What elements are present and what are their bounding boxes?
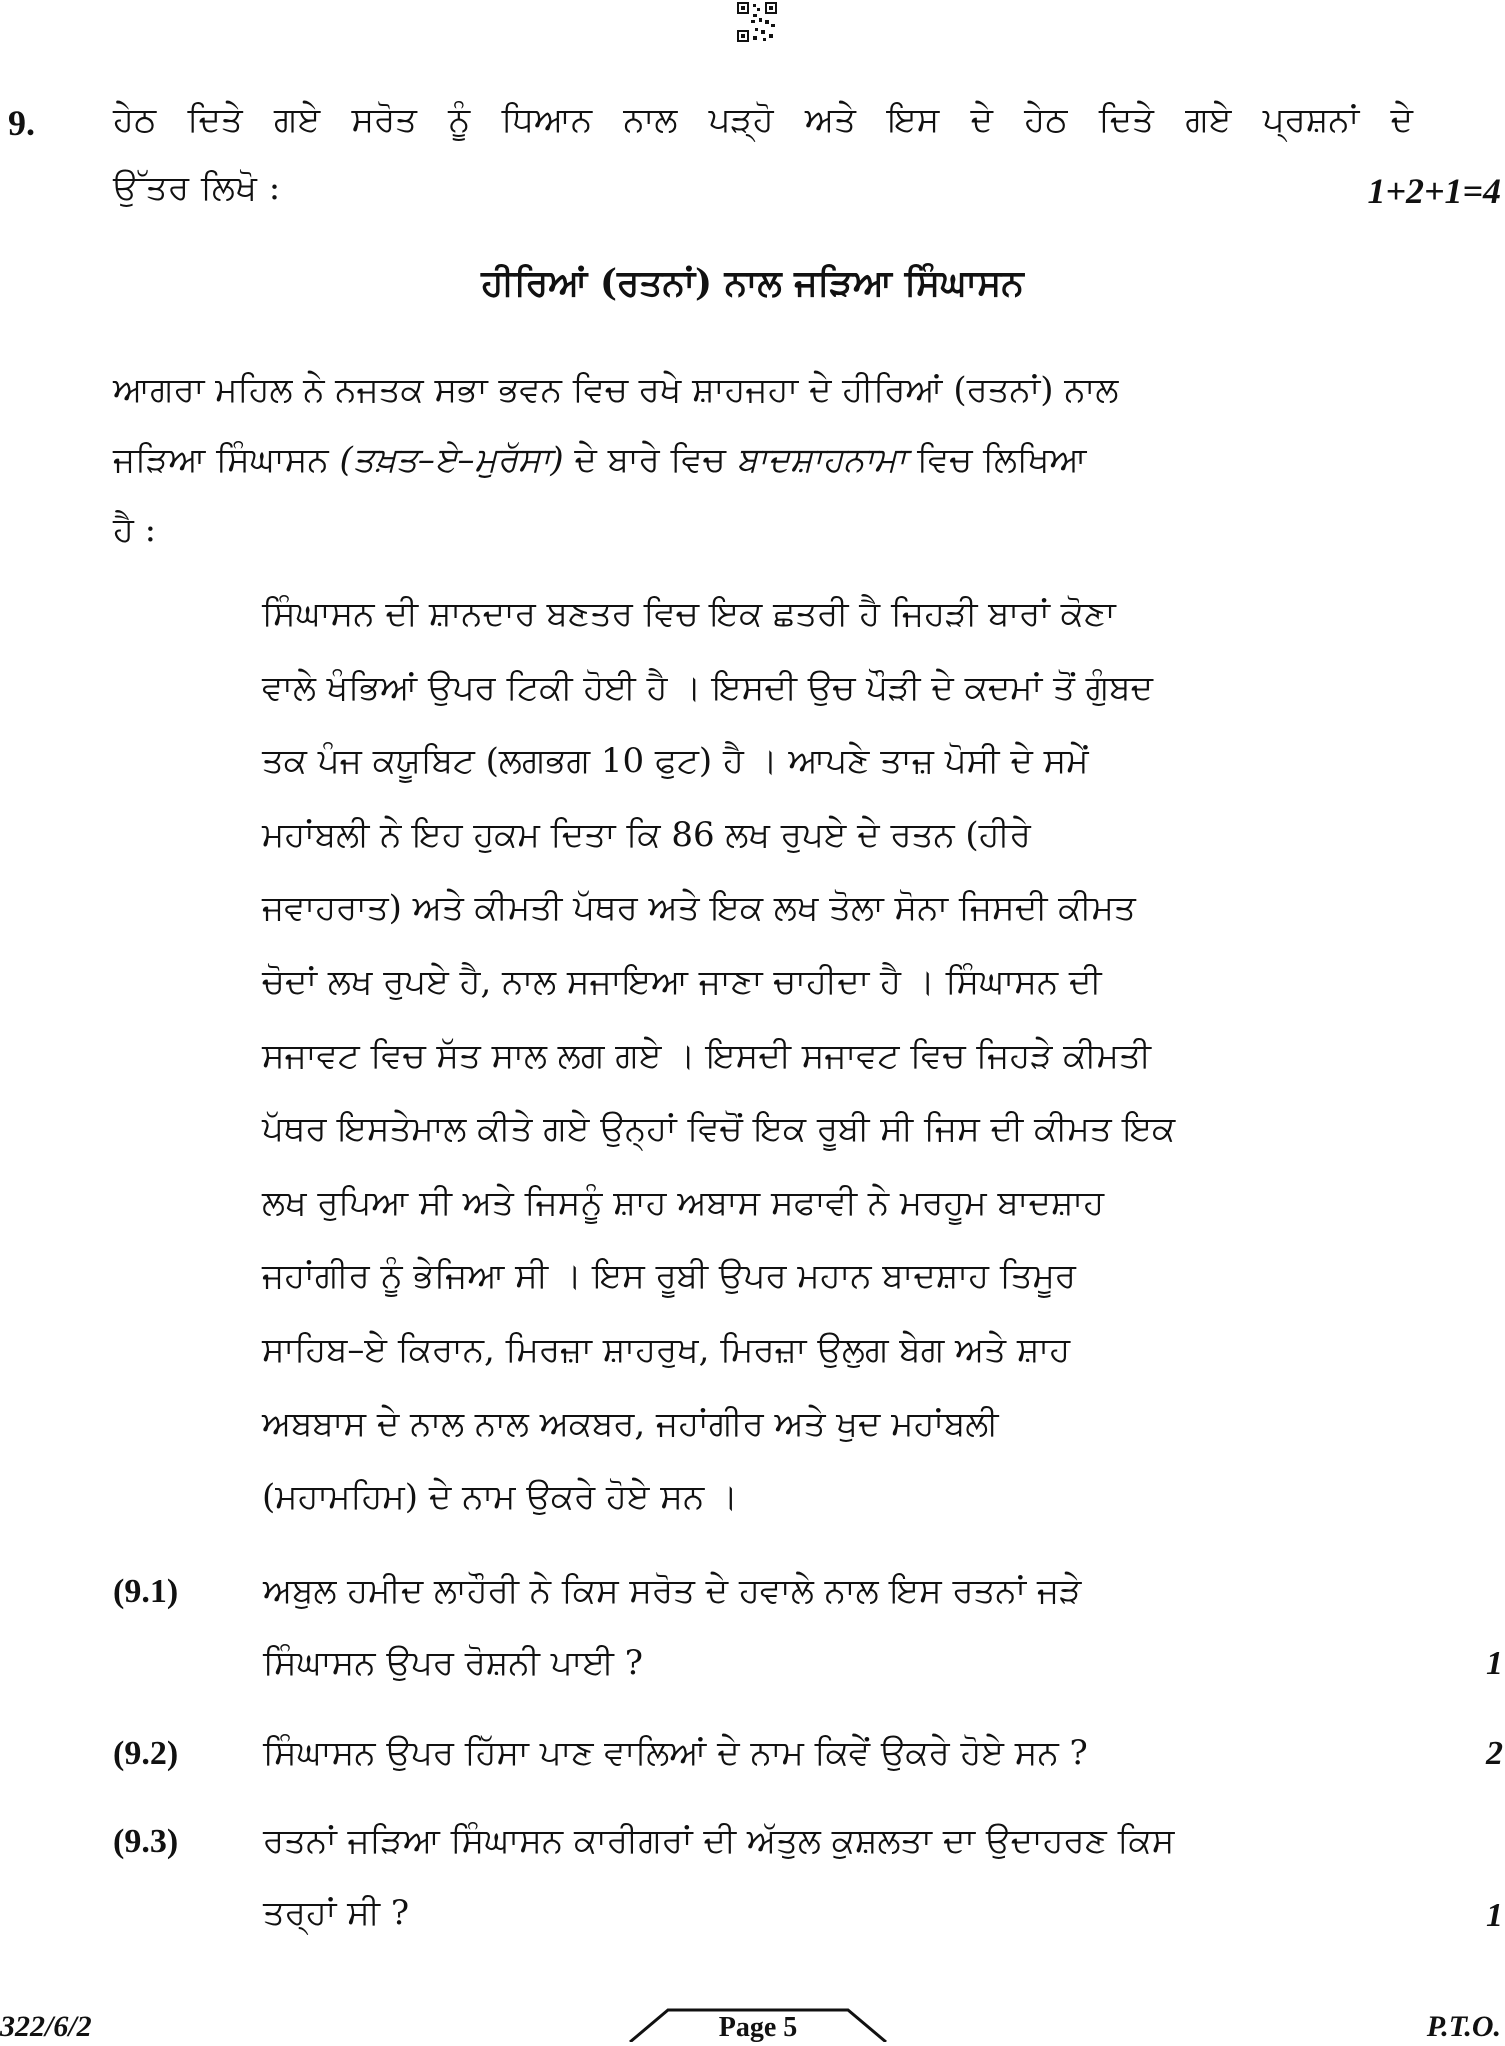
source-line: ਪੱਥਰ ਇਸਤੇਮਾਲ ਕੀਤੇ ਗਏ ਉਨ੍ਹਾਂ ਵਿਚੋਂ ਇਕ ਰੂਬੀ ਸੀ ਜਿਸ ਦੀ ਕੀਮਤ ਇਕ — [262, 1109, 1176, 1150]
sub-question-line: ਰਤਨਾਂ ਜੜਿਆ ਸਿੰਘਾਸਨ ਕਾਰੀਗਰਾਂ ਦੀ ਅੱਤੁਲ ਕੁਸ਼ਲਤਾ ਦਾ ਉਦਾਹਰਣ ਕਿਸ — [263, 1821, 1175, 1861]
sub-question-line: ਅਬੁਲ ਹਮੀਦ ਲਾਹੌਰੀ ਨੇ ਕਿਸ ਸਰੋਤ ਦੇ ਹਵਾਲੇ ਨਾਲ ਇਸ ਰਤਨਾਂ ਜੜੇ — [263, 1571, 1082, 1611]
sub-question-number: (9.2) — [113, 1735, 179, 1772]
sub-question-marks: 1 — [1486, 1645, 1503, 1682]
source-line: ਜਹਾਂਗੀਰ ਨੂੰ ਭੇਜਿਆ ਸੀ । ਇਸ ਰੂਬੀ ਉਪਰ ਮਹਾਨ ਬਾਦਸ਼ਾਹ ਤਿਮੂਰ — [262, 1256, 1077, 1297]
source-line: (ਮਹਾਮਹਿਮ) ਦੇ ਨਾਮ ਉਕਰੇ ਹੋਏ ਸਨ । — [262, 1477, 738, 1518]
sub-question-9-3 — [113, 1805, 1503, 1955]
pto-label: P.T.O. — [1426, 2010, 1501, 2043]
source-line: ਚੋਦਾਂ ਲਖ ਰੁਪਏ ਹੈ, ਨਾਲ ਸਜਾਇਆ ਜਾਣਾ ਚਾਹੀਦਾ ਹੈ । ਸਿੰਘਾਸਨ ਦੀ — [262, 961, 1102, 1002]
question-number: 9. — [8, 103, 35, 143]
source-line: ਵਾਲੇ ਖੰਭਿਆਂ ਉਪਰ ਟਿਕੀ ਹੋਈ ਹੈ । ਇਸਦੀ ਉਚ ਪੌੜੀ ਦੇ ਕਦਮਾਂ ਤੋਂ ਗੁੰਬਦ — [262, 667, 1154, 708]
sub-question-line: ਤਰ੍ਹਾਂ ਸੀ ? — [263, 1893, 410, 1933]
source-line: ਸਾਹਿਬ–ਏ ਕਿਰਾਨ, ਮਿਰਜ਼ਾ ਸ਼ਾਹਰੁਖ, ਮਿਰਜ਼ਾ ਉਲੁਗ ਬੇਗ ਅਤੇ ਸ਼ਾਹ — [262, 1329, 1071, 1370]
page-label: Page 5 — [718, 2012, 798, 2043]
source-line: ਤਕ ਪੰਜ ਕਯੂਬਿਟ (ਲਗਭਗ 10 ਫੁਟ) ਹੈ । ਆਪਣੇ ਤਾਜ਼ ਪੋਸੀ ਦੇ ਸਮੇਂ — [262, 741, 1089, 782]
intro-italic-badshahnama: ਬਾਦਸ਼ਾਹਨਾਮਾ — [736, 440, 907, 480]
intro-line2-text-b: ਦੇ ਬਾਰੇ ਵਿਚ — [574, 440, 726, 480]
source-title: ਹੀਰਿਆਂ (ਰਤਨਾਂ) ਨਾਲ ਜੜਿਆ ਸਿੰਘਾਸਨ — [481, 262, 1024, 304]
source-line: ਅਬਬਾਸ ਦੇ ਨਾਲ ਨਾਲ ਅਕਬਰ, ਜਹਾਂਗੀਰ ਅਤੇ ਖੁਦ ਮਹਾਂਬਲੀ — [262, 1403, 999, 1444]
source-line: ਮਹਾਂਬਲੀ ਨੇ ਇਹ ਹੁਕਮ ਦਿਤਾ ਕਿ 86 ਲਖ ਰੁਪਏ ਦੇ ਰਤਨ (ਹੀਰੇ — [262, 814, 1031, 855]
total-marks: 1+2+1=4 — [1367, 171, 1501, 211]
source-line: ਲਖ ਰੁਪਿਆ ਸੀ ਅਤੇ ਜਿਸਨੂੰ ਸ਼ਾਹ ਅਬਾਸ ਸਫਾਵੀ ਨੇ ਮਰਹੂਮ ਬਾਦਸ਼ਾਹ — [262, 1182, 1105, 1223]
source-line: ਸਿੰਘਾਸਨ ਦੀ ਸ਼ਾਨਦਾਰ ਬਣਤਰ ਵਿਚ ਇਕ ਛਤਰੀ ਹੈ ਜਿਹੜੀ ਬਾਰਾਂ ਕੋਣਾ — [262, 594, 1116, 634]
question-instruction-line1: ਹੇਠ ਦਿਤੇ ਗਏ ਸਰੋਤ ਨੂੰ ਧਿਆਨ ਨਾਲ ਪੜ੍ਹੋ ਅਤੇ ਇਸ ਦੇ ਹੇਠ ਦਿਤੇ ਗਏ ਪ੍ਰਸ਼ਨਾਂ ਦੇ — [113, 100, 1413, 140]
intro-line1: ਆਗਰਾ ਮਹਿਲ ਨੇ ਨਜਤਕ ਸਭਾ ਭਵਨ ਵਿਚ ਰਖੇ ਸ਼ਾਹਜਹਾ ਦੇ ਹੀਰਿਆਂ (ਰਤਨਾਂ) ਨਾਲ — [113, 370, 1119, 410]
source-line: ਸਜਾਵਟ ਵਿਚ ਸੱਤ ਸਾਲ ਲਗ ਗਏ । ਇਸਦੀ ਸਜਾਵਟ ਵਿਚ ਜਿਹੜੇ ਕੀਮਤੀ — [262, 1035, 1152, 1076]
source-passage — [262, 578, 1412, 1535]
sub-question-line: ਸਿੰਘਾਸਨ ਉਪਰ ਹਿੱਸਾ ਪਾਣ ਵਾਲਿਆਂ ਦੇ ਨਾਮ ਕਿਵੇਂ ਉਕਰੇ ਹੋਏ ਸਨ ? — [263, 1733, 1088, 1773]
intro-line2-text-a: ਜੜਿਆ ਸਿੰਘਾਸਨ — [113, 440, 329, 480]
qr-code-icon — [735, 0, 779, 44]
page-number-badge — [628, 2002, 888, 2042]
sub-question-marks: 2 — [1486, 1735, 1503, 1772]
sub-question-number: (9.3) — [113, 1823, 179, 1860]
sub-question-marks: 1 — [1486, 1897, 1503, 1934]
intro-line3: ਹੈ : — [113, 510, 157, 550]
paper-code: 322/6/2 — [0, 2010, 92, 2043]
sub-question-number: (9.1) — [113, 1573, 179, 1610]
intro-line2-text-c: ਵਿਚ ਲਿਖਿਆ — [917, 440, 1087, 480]
question-instruction-line2: ਉੱਤਰ ਲਿਖੋ : — [113, 168, 281, 208]
sub-question-9-1 — [113, 1555, 1503, 1705]
intro-italic-takht: (ਤਖ਼ਤ–ਏ–ਮੁਰੱਸਾ) — [339, 440, 564, 480]
source-line: ਜਵਾਹਰਾਤ) ਅਤੇ ਕੀਮਤੀ ਪੱਥਰ ਅਤੇ ਇਕ ਲਖ ਤੋਲਾ ਸੋਨਾ ਜਿਸਦੀ ਕੀਮਤ — [262, 888, 1136, 929]
sub-question-9-2 — [113, 1717, 1503, 1797]
sub-question-line: ਸਿੰਘਾਸਨ ਉਪਰ ਰੋਸ਼ਨੀ ਪਾਈ ? — [263, 1643, 643, 1683]
intro-paragraph — [113, 355, 1413, 565]
intro-line2 — [113, 425, 1413, 495]
